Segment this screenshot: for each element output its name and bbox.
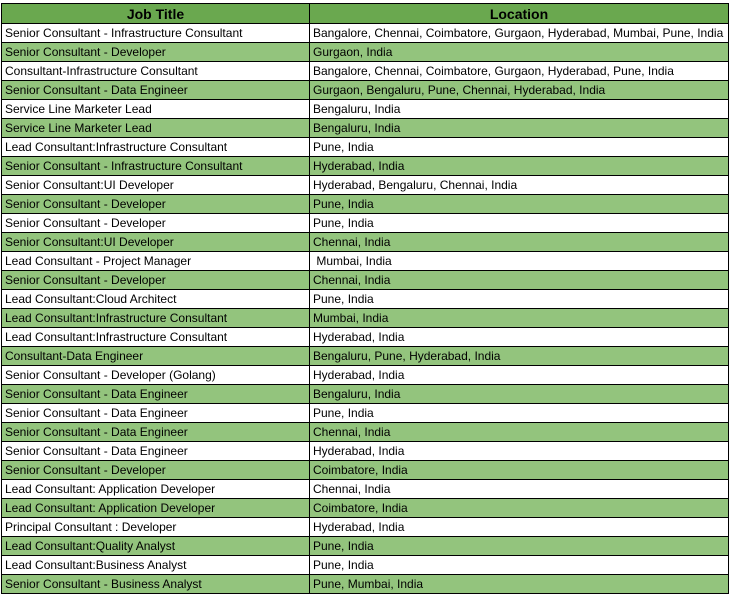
table-row [2, 195, 729, 214]
table-row [2, 138, 729, 157]
job-title-cell[interactable]: Senior Consultant - Developer (Golang) [2, 366, 310, 385]
job-title-cell[interactable]: Senior Consultant - Data Engineer [2, 442, 310, 461]
table-row [2, 119, 729, 138]
table-row [2, 157, 729, 176]
location-cell[interactable]: Pune, India [310, 195, 729, 214]
location-cell[interactable]: Hyderabad, India [310, 442, 729, 461]
location-cell[interactable]: Hyderabad, India [310, 328, 729, 347]
job-title-cell[interactable]: Senior Consultant - Business Analyst [2, 575, 310, 594]
location-header[interactable]: Location [310, 4, 729, 24]
table-row [2, 43, 729, 62]
location-cell[interactable]: Pune, India [310, 138, 729, 157]
job-title-cell[interactable]: Senior Consultant - Developer [2, 195, 310, 214]
table-row [2, 461, 729, 480]
job-title-cell[interactable]: Senior Consultant - Developer [2, 271, 310, 290]
table-row [2, 24, 729, 43]
location-cell[interactable]: Pune, India [310, 556, 729, 575]
location-cell[interactable]: Coimbatore, India [310, 461, 729, 480]
table-row [2, 62, 729, 81]
job-title-cell[interactable]: Principal Consultant : Developer [2, 518, 310, 537]
location-cell[interactable]: Chennai, India [310, 271, 729, 290]
job-title-cell[interactable]: Lead Consultant: Application Developer [2, 480, 310, 499]
job-title-cell[interactable]: Lead Consultant - Project Manager [2, 252, 310, 271]
table-row [2, 81, 729, 100]
job-title-cell[interactable]: Lead Consultant:Business Analyst [2, 556, 310, 575]
job-title-cell[interactable]: Senior Consultant - Developer [2, 214, 310, 233]
table-row [2, 309, 729, 328]
location-cell[interactable]: Mumbai, India [310, 252, 729, 271]
job-title-cell[interactable]: Lead Consultant:Infrastructure Consultant [2, 138, 310, 157]
job-title-cell[interactable]: Senior Consultant - Infrastructure Consultant [2, 157, 310, 176]
header-row [2, 4, 729, 24]
table-body [2, 24, 729, 594]
location-cell[interactable]: Pune, India [310, 537, 729, 556]
job-title-cell[interactable]: Senior Consultant - Data Engineer [2, 423, 310, 442]
table-row [2, 423, 729, 442]
location-cell[interactable]: Hyderabad, India [310, 518, 729, 537]
location-cell[interactable]: Pune, India [310, 214, 729, 233]
job-title-cell[interactable]: Senior Consultant:UI Developer [2, 176, 310, 195]
job-title-header[interactable]: Job Title [2, 4, 310, 24]
job-title-cell[interactable]: Senior Consultant - Infrastructure Consultant [2, 24, 310, 43]
table-row [2, 366, 729, 385]
jobs-table [1, 3, 729, 594]
job-title-cell[interactable]: Senior Consultant - Developer [2, 43, 310, 62]
location-cell[interactable]: Coimbatore, India [310, 499, 729, 518]
location-cell[interactable]: Bengaluru, India [310, 119, 729, 138]
table-row [2, 442, 729, 461]
table-row [2, 556, 729, 575]
location-cell[interactable]: Hyderabad, India [310, 366, 729, 385]
table-row [2, 480, 729, 499]
job-title-cell[interactable]: Lead Consultant:Infrastructure Consultant [2, 328, 310, 347]
location-cell[interactable]: Gurgaon, Bengaluru, Pune, Chennai, Hyderabad, India [310, 81, 729, 100]
job-title-cell[interactable]: Consultant-Data Engineer [2, 347, 310, 366]
location-cell[interactable]: Chennai, India [310, 423, 729, 442]
job-title-cell[interactable]: Senior Consultant - Data Engineer [2, 81, 310, 100]
location-cell[interactable]: Chennai, India [310, 480, 729, 499]
location-cell[interactable]: Pune, Mumbai, India [310, 575, 729, 594]
location-cell[interactable]: Hyderabad, Bengaluru, Chennai, India [310, 176, 729, 195]
table-row [2, 233, 729, 252]
location-cell[interactable]: Bangalore, Chennai, Coimbatore, Gurgaon, Hyderabad, Pune, India [310, 62, 729, 81]
location-cell[interactable]: Bengaluru, India [310, 385, 729, 404]
job-title-cell[interactable]: Lead Consultant:Infrastructure Consultant [2, 309, 310, 328]
table-row [2, 290, 729, 309]
location-cell[interactable]: Pune, India [310, 404, 729, 423]
location-cell[interactable]: Gurgaon, India [310, 43, 729, 62]
job-title-cell[interactable]: Lead Consultant: Application Developer [2, 499, 310, 518]
job-title-cell[interactable]: Senior Consultant - Developer [2, 461, 310, 480]
job-title-cell[interactable]: Consultant-Infrastructure Consultant [2, 62, 310, 81]
table-row [2, 252, 729, 271]
table-row [2, 271, 729, 290]
location-cell[interactable]: Chennai, India [310, 233, 729, 252]
table-row [2, 575, 729, 594]
table-row [2, 176, 729, 195]
location-cell[interactable]: Mumbai, India [310, 309, 729, 328]
table-row [2, 404, 729, 423]
table-row [2, 328, 729, 347]
table-row [2, 518, 729, 537]
location-cell[interactable]: Bengaluru, Pune, Hyderabad, India [310, 347, 729, 366]
table-row [2, 347, 729, 366]
job-title-cell[interactable]: Lead Consultant:Quality Analyst [2, 537, 310, 556]
table-row [2, 537, 729, 556]
job-title-cell[interactable]: Senior Consultant - Data Engineer [2, 385, 310, 404]
location-cell[interactable]: Bengaluru, India [310, 100, 729, 119]
location-cell[interactable]: Bangalore, Chennai, Coimbatore, Gurgaon, Hyderabad, Mumbai, Pune, India [310, 24, 729, 43]
job-title-cell[interactable]: Lead Consultant:Cloud Architect [2, 290, 310, 309]
table-row [2, 100, 729, 119]
table-row [2, 499, 729, 518]
job-title-cell[interactable]: Service Line Marketer Lead [2, 100, 310, 119]
table-row [2, 385, 729, 404]
job-title-cell[interactable]: Senior Consultant:UI Developer [2, 233, 310, 252]
job-title-cell[interactable]: Senior Consultant - Data Engineer [2, 404, 310, 423]
location-cell[interactable]: Hyderabad, India [310, 157, 729, 176]
job-title-cell[interactable]: Service Line Marketer Lead [2, 119, 310, 138]
table-row [2, 214, 729, 233]
location-cell[interactable]: Pune, India [310, 290, 729, 309]
